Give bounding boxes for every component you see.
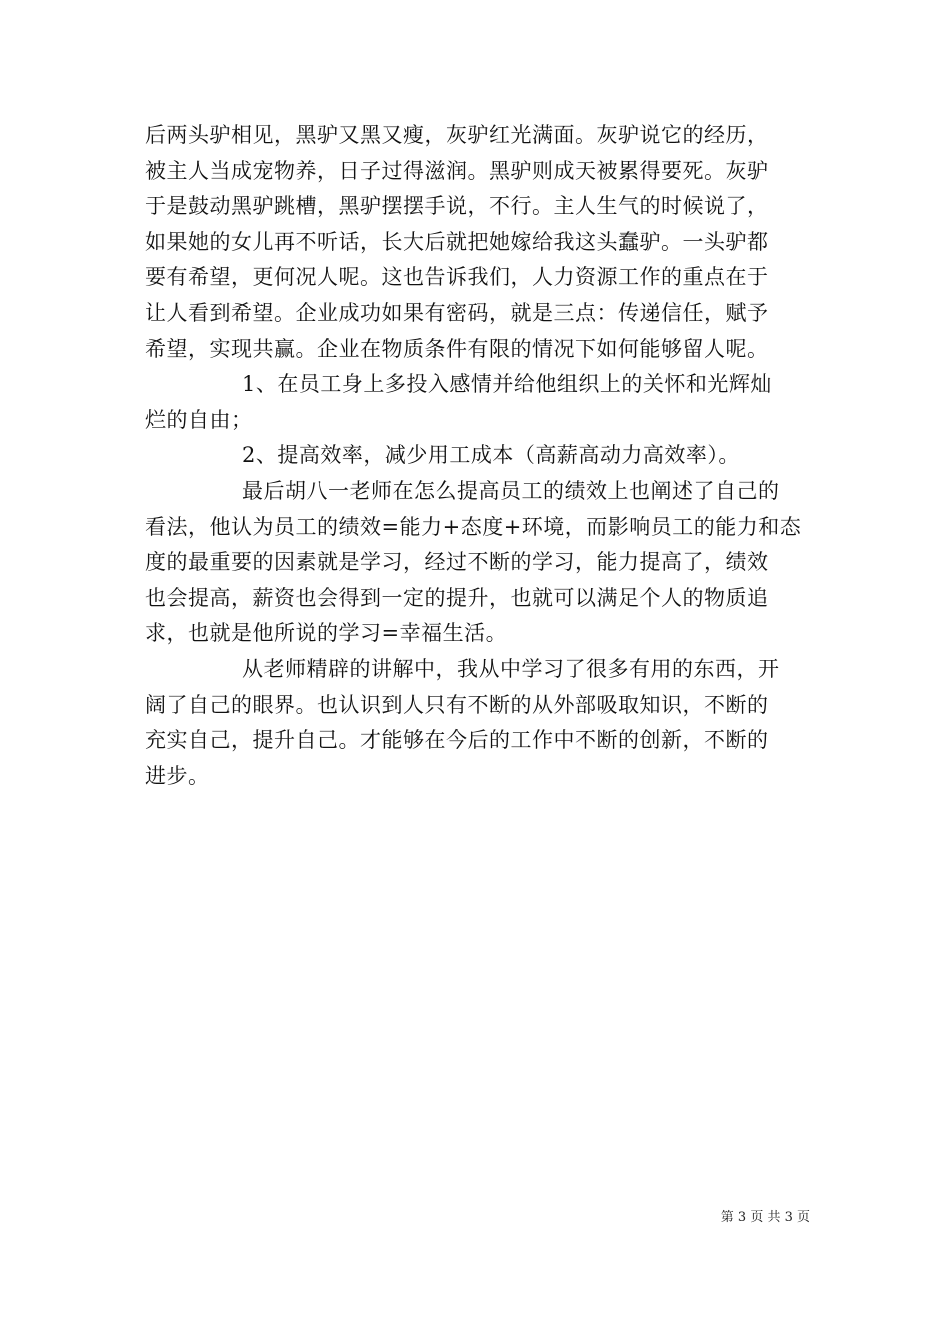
list-item-1-line: 1、在员工身上多投入感情并给他组织上的关怀和光辉灿: [242, 372, 772, 397]
body-line: 被主人当成宠物养，日子过得滋润。黑驴则成天被累得要死。灰驴: [145, 158, 769, 183]
document-body: [145, 118, 810, 794]
list-item-1-continuation: 烂的自由；: [145, 407, 253, 432]
page-number-footer: 第 3 页 共 3 页: [720, 1210, 810, 1225]
paragraph-start-line: 从老师精辟的讲解中，我从中学习了很多有用的东西，开: [242, 656, 780, 681]
body-line: 也会提高，薪资也会得到一定的提升，也就可以满足个人的物质追: [145, 585, 769, 610]
body-line: 充实自己，提升自己。才能够在今后的工作中不断的创新，不断的: [145, 728, 769, 753]
body-line: 让人看到希望。企业成功如果有密码，就是三点：传递信任，赋予: [145, 300, 769, 325]
body-line: 希望，实现共赢。企业在物质条件有限的情况下如何能够留人呢。: [145, 336, 769, 361]
body-line: 度的最重要的因素就是学习，经过不断的学习，能力提高了，绩效: [145, 550, 769, 575]
list-item-2-line: 2、提高效率，减少用工成本（高薪高动力高效率）。: [242, 443, 740, 468]
body-line: 如果她的女儿再不听话，长大后就把她嫁给我这头蠢驴。一头驴都: [145, 229, 769, 254]
body-line: 求，也就是他所说的学习=幸福生活。: [145, 621, 508, 646]
body-line: 看法，他认为员工的绩效=能力+态度+环境，而影响员工的能力和态: [145, 514, 802, 539]
body-line: 要有希望，更何况人呢。这也告诉我们，人力资源工作的重点在于: [145, 265, 769, 290]
body-line: 后两头驴相见，黑驴又黑又瘦，灰驴红光满面。灰驴说它的经历，: [145, 123, 769, 147]
body-line: 进步。: [145, 763, 210, 788]
paragraph-start-line: 最后胡八一老师在怎么提高员工的绩效上也阐述了自己的: [242, 478, 780, 503]
body-line: 于是鼓动黑驴跳槽，黑驴摆摆手说，不行。主人生气的时候说了，: [145, 194, 769, 219]
body-line: 阔了自己的眼界。也认识到人只有不断的从外部吸取知识，不断的: [145, 692, 769, 717]
